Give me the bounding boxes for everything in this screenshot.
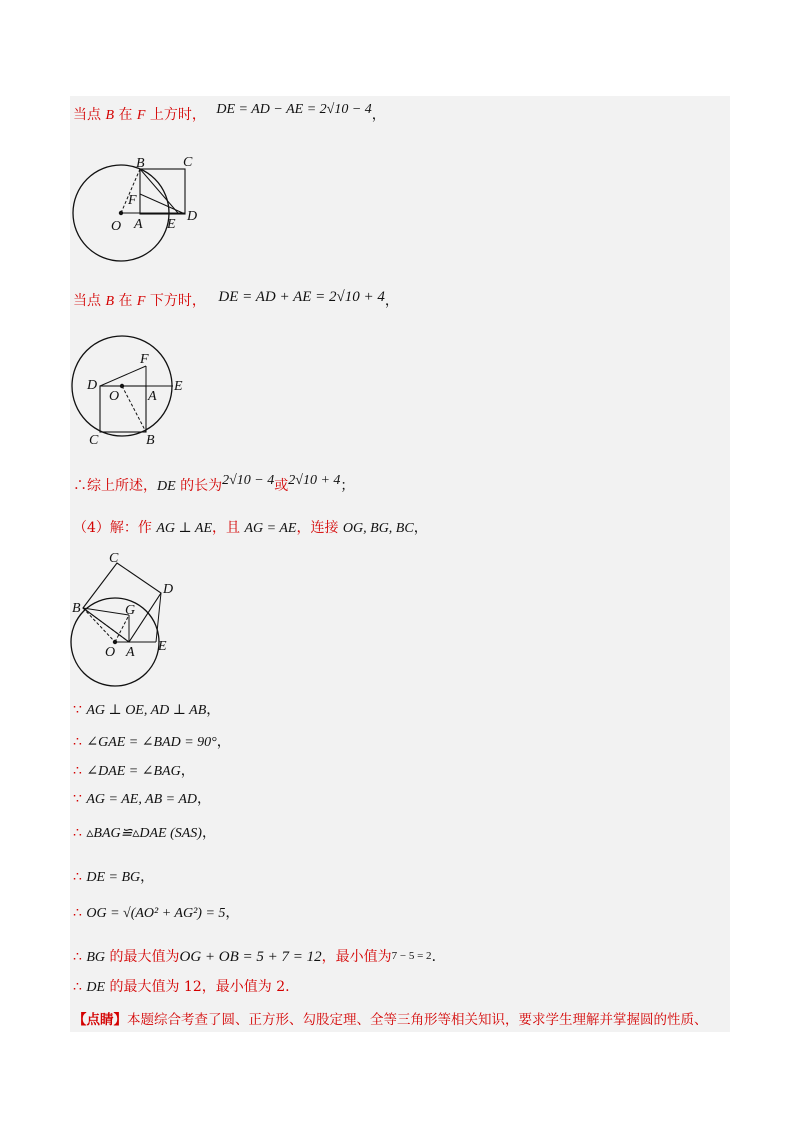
punct: ， (180, 763, 195, 779)
case-text: 下方时， (145, 293, 206, 309)
summary-line (73, 475, 354, 495)
min-text: ，最小值为 (321, 949, 392, 965)
line-bg (83, 608, 129, 615)
summary-or: 或 (274, 478, 289, 494)
square-abcd (100, 386, 146, 432)
label-o: O (109, 389, 120, 404)
condition-perp: AG ⊥ AE (156, 521, 213, 536)
punct: ， (371, 107, 386, 123)
segment-bg: BG (86, 950, 106, 965)
label-b: B (146, 433, 155, 448)
therefore-symbol: ∴ (73, 905, 87, 921)
case-text: 上方时， (145, 107, 206, 123)
because-symbol: ∵ (73, 791, 87, 807)
punct: ， (384, 293, 399, 309)
therefore-symbol: ∴ (73, 949, 87, 965)
segment-de: DE (86, 980, 106, 995)
min-expr: 7 − 5 = 2 (391, 950, 432, 962)
case-text: 当点 (73, 293, 106, 309)
label-f: F (128, 193, 137, 208)
label-c: C (89, 433, 99, 448)
case-below-line (73, 290, 399, 310)
step-expr: ▵BAG≌▵DAE (SAS) (86, 826, 202, 841)
comment-text: 本题综合考查了圆、正方形、勾股定理、全等三角形等相关知识，要求学生理解并掌握圆的性质、 (127, 1012, 708, 1028)
step-expr: AG = AE, AB = AD (86, 792, 198, 807)
therefore-symbol: ∴ (73, 763, 87, 779)
therefore-symbol: ∴ (73, 825, 87, 841)
step-expr: ∠GAE = ∠BAD = 90° (86, 735, 217, 750)
summary-text: ∴综上所述， (73, 478, 157, 494)
label-e: E (174, 379, 183, 394)
therefore-symbol: ∴ (73, 734, 87, 750)
line-ob-dashed (122, 386, 146, 432)
part4-text: ，且 (212, 520, 245, 536)
step-3 (73, 760, 195, 780)
point-o-dot (113, 640, 117, 644)
value-2: 2√10 + 4 (288, 473, 341, 488)
point-o-dot (120, 384, 124, 388)
max-bg-line (73, 946, 446, 966)
comment-tag: 【点睛】 (73, 1012, 127, 1028)
label-d: D (187, 209, 198, 224)
max-de-line (73, 976, 290, 996)
summary-text: 的长为 (175, 478, 223, 494)
step-expr: OG = √(AO² + AG²) = 5 (86, 906, 226, 921)
point-o-dot (119, 211, 123, 215)
punct: ， (140, 869, 155, 885)
label-a: A (134, 217, 143, 232)
punct: ， (225, 905, 240, 921)
therefore-symbol: ∴ (73, 979, 87, 995)
label-e: E (158, 639, 167, 654)
part4-text: ，连接 (296, 520, 343, 536)
punct: ． (431, 949, 446, 965)
step-expr: DE = BG (86, 870, 141, 885)
formula-de-below: DE = AD + AE = 2√10 + 4 (218, 289, 385, 305)
comment-line (73, 1008, 708, 1028)
label-a: A (148, 389, 157, 404)
segment-de: DE (157, 479, 176, 494)
case-text: 当点 (73, 107, 106, 123)
step-6 (73, 866, 154, 886)
line-be (140, 169, 178, 213)
label-d: D (87, 378, 98, 393)
punct: ， (206, 702, 221, 718)
punct: ， (216, 734, 231, 750)
formula-de-above: DE = AD − AE = 2√10 − 4 (216, 102, 372, 117)
line-fd (140, 194, 185, 214)
step-4 (73, 788, 211, 808)
part4-line (73, 517, 428, 537)
links: OG, BG, BC (342, 521, 414, 536)
therefore-symbol: ∴ (73, 869, 87, 885)
point-f: F (136, 294, 146, 309)
line-df (100, 366, 146, 386)
case-text: 在 (114, 107, 137, 123)
line-og-dashed (115, 615, 129, 642)
figure-3 (70, 550, 210, 690)
step-expr: ∠DAE = ∠BAG (86, 764, 181, 779)
max-de-text: 的最大值为 12，最小值为 2. (105, 979, 290, 995)
point-b: B (105, 108, 115, 123)
figure-2 (70, 330, 230, 450)
label-o: O (111, 219, 122, 234)
step-7 (73, 902, 239, 922)
step-2 (73, 731, 231, 751)
condition-equal: AG = AE (244, 521, 297, 536)
case-text: 在 (114, 293, 137, 309)
line-ob-dashed (83, 608, 115, 642)
label-f: F (140, 352, 149, 367)
case-above-line (73, 104, 386, 124)
figure-1 (70, 150, 230, 270)
punct: ， (413, 520, 428, 536)
label-d: D (163, 582, 174, 597)
punct: ， (197, 791, 212, 807)
point-f: F (136, 108, 146, 123)
label-a: A (126, 645, 135, 660)
label-b: B (72, 601, 81, 616)
label-c: C (109, 551, 119, 566)
square-abcd (140, 169, 185, 214)
because-symbol: ∵ (73, 702, 87, 718)
label-b: B (136, 156, 145, 171)
point-b: B (105, 294, 115, 309)
label-c: C (183, 155, 193, 170)
punct: ， (201, 825, 216, 841)
punct: ； (340, 478, 355, 494)
max-expr: OG + OB = 5 + 7 = 12 (179, 949, 322, 965)
label-o: O (105, 645, 116, 660)
step-1 (73, 699, 220, 719)
label-e: E (167, 217, 176, 232)
step-5 (73, 822, 216, 842)
max-text: 的最大值为 (105, 949, 180, 965)
value-1: 2√10 − 4 (222, 473, 275, 488)
part4-text: （4）解：作 (73, 520, 157, 536)
label-g: G (125, 603, 136, 618)
step-expr: AG ⊥ OE, AD ⊥ AB (86, 703, 207, 718)
